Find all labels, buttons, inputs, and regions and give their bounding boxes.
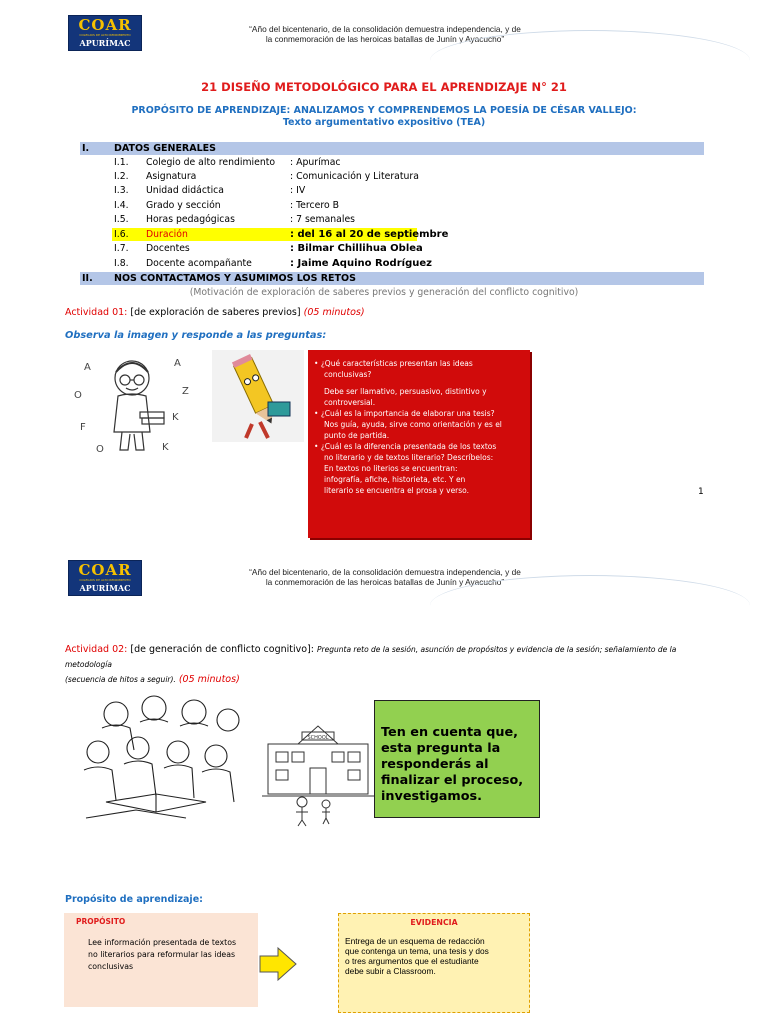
reminder-line: Ten en cuenta que, xyxy=(381,725,519,740)
evidencia-title: EVIDENCIA xyxy=(410,918,458,927)
row-id: I.7. xyxy=(114,243,129,254)
answer-2-cont: punto de partida. xyxy=(324,431,390,440)
question-3-cont: no literario y de textos literario? Descríbelos: xyxy=(324,453,494,462)
row-label: Docentes xyxy=(146,243,190,254)
row-label: Colegio de alto rendimiento xyxy=(146,157,276,168)
proposito-line: conclusivas xyxy=(88,962,134,971)
quote-line: “Año del bicentenario, de la consolidación demuestra independencia, y de xyxy=(249,24,521,34)
logo-subtitle: COLEGIOS DE ALTO RENDIMIENTO xyxy=(79,578,131,582)
row-label: Unidad didáctica xyxy=(146,185,224,196)
questions-box xyxy=(308,350,530,538)
answer-1-cont: controversial. xyxy=(324,398,376,407)
row-id: I.1. xyxy=(114,157,129,168)
row-value: : Bilmar Chillihua Oblea xyxy=(290,243,423,254)
svg-text:F: F xyxy=(80,422,86,433)
svg-text:K: K xyxy=(162,442,169,453)
questions-text: • ¿Qué características presentan las ideas conclusivas? Debe ser llamativo, persuasivo, distintivo y controversial. • ¿Cuál es la importancia de elaborar una tesis? Nos guía, ayuda, sirve como orientación y es el punto de partida. • ¿Cuál es la diferencia presentada de los textos no literario y de textos literario? Descríbelos: En textos no literios se encuentran: infografía, afiche, historieta, etc. Y en literario se encuentra el prosa y verso. xyxy=(314,358,526,496)
reminder-box xyxy=(374,700,540,818)
svg-text:A: A xyxy=(84,362,91,373)
group-reading-image xyxy=(76,690,256,828)
proposito-line: Lee información presentada de textos xyxy=(88,938,237,947)
proposito-box xyxy=(64,913,258,1007)
logo-region: APURÍMAC xyxy=(79,583,131,593)
answer-3: En textos no literios se encuentran: xyxy=(324,464,458,473)
section-number: II. xyxy=(82,273,93,284)
row-value: : 7 semanales xyxy=(290,214,356,225)
arrow-right-icon xyxy=(258,944,298,984)
coar-logo xyxy=(68,15,142,51)
section-title: NOS CONTACTAMOS Y ASUMIMOS LOS RETOS xyxy=(114,273,356,284)
question-3: ¿Cuál es la diferencia presentada de los textos xyxy=(320,442,497,451)
activity-label: Actividad 01: xyxy=(65,307,128,318)
coar-logo xyxy=(68,560,142,596)
proposito-heading: Propósito de aprendizaje: xyxy=(65,894,203,905)
svg-text:K: K xyxy=(172,412,179,423)
reminder-line: responderás al xyxy=(381,757,489,772)
reminder-text xyxy=(381,725,523,805)
row-value: : Comunicación y Literatura xyxy=(290,171,419,182)
row-id: I.3. xyxy=(114,185,129,196)
actividad-02 xyxy=(65,642,715,687)
activity-time: (05 minutos) xyxy=(178,674,240,685)
reminder-line: investigamos. xyxy=(381,789,483,804)
section-title: DATOS GENERALES xyxy=(114,143,216,154)
evidencia-box xyxy=(338,913,530,1013)
answer-2: Nos guía, ayuda, sirve como orientación y es el xyxy=(324,420,502,429)
quote-line: la conmemoración de las heroicas batallas de Junín y Ayacucho” xyxy=(265,577,505,587)
pencil-character-image xyxy=(212,350,304,442)
question-2: ¿Cuál es la importancia de elaborar una tesis? xyxy=(320,409,495,418)
activity-desc: [de generación de conflicto cognitivo]: xyxy=(130,644,314,655)
purpose-heading xyxy=(0,105,768,129)
activity-time: (05 minutos) xyxy=(303,307,365,318)
section-header-retos xyxy=(80,272,704,285)
row-id: I.2. xyxy=(114,171,129,182)
row-id: I.4. xyxy=(114,200,129,211)
row-id: I.8. xyxy=(114,258,129,269)
row-value: : Apurímac xyxy=(290,157,341,168)
quote-line: la conmemoración de las heroicas batallas de Junín y Ayacucho” xyxy=(265,34,505,44)
school-image xyxy=(262,698,374,828)
purpose-line: PROPÓSITO DE APRENDIZAJE: ANALIZAMOS Y COMPRENDEMOS LA POESÍA DE CÉSAR VALLEJO: xyxy=(131,105,637,116)
activity-detail: (secuencia de hitos a seguir). xyxy=(65,675,176,684)
logo-subtitle: COLEGIOS DE ALTO RENDIMIENTO xyxy=(79,33,131,37)
logo-text: COAR xyxy=(78,561,132,579)
logo-region: APURÍMAC xyxy=(79,38,131,48)
observe-instruction: Observa la imagen y responde a las preguntas: xyxy=(65,330,327,341)
activity-desc: [de exploración de saberes previos] xyxy=(130,307,301,318)
row-label: Duración xyxy=(146,229,188,240)
row-label: Asignatura xyxy=(146,171,197,182)
section-header-datos xyxy=(80,142,704,155)
row-value: : Tercero B xyxy=(290,200,339,211)
quote-line: “Año del bicentenario, de la consolidación demuestra independencia, y de xyxy=(249,567,521,577)
evidencia-line: o tres argumentos que el estudiante xyxy=(345,956,479,966)
header-decoration xyxy=(430,575,750,636)
question-1-cont: conclusivas? xyxy=(324,370,372,379)
svg-text:O: O xyxy=(74,390,82,401)
evidencia-text xyxy=(345,936,525,976)
evidencia-line: que contenga un tema, una tesis y dos xyxy=(345,946,489,956)
school-sign: SCHOOL xyxy=(307,735,329,741)
proposito-title: PROPÓSITO xyxy=(76,917,126,926)
purpose-line: Texto argumentativo expositivo (TEA) xyxy=(282,117,486,128)
evidencia-line: Entrega de un esquema de redacción xyxy=(345,936,485,946)
page-number: 1 xyxy=(698,487,704,497)
proposito-text xyxy=(88,937,236,973)
svg-text:O: O xyxy=(96,444,104,455)
answer-3-cont: literario se encuentra el prosa y verso. xyxy=(324,486,470,495)
row-label: Docente acompañante xyxy=(146,258,252,269)
svg-text:A: A xyxy=(174,358,181,369)
answer-3-cont: infografía, afiche, historieta, etc. Y en xyxy=(324,475,466,484)
logo-text: COAR xyxy=(78,16,132,34)
proposito-line: no literarios para reformular las ideas xyxy=(88,950,236,959)
answer-1: Debe ser llamativo, persuasivo, distintivo y xyxy=(324,387,487,396)
activity-label: Actividad 02: xyxy=(65,644,128,655)
row-label: Horas pedagógicas xyxy=(146,214,235,225)
question-1: ¿Qué características presentan las ideas xyxy=(320,359,473,368)
evidencia-line: debe subir a Classroom. xyxy=(345,966,436,976)
activity-detail: Pregunta reto de la sesión, asunción de propósitos y evidencia de la sesión; señalamiento de la metodología xyxy=(65,645,677,669)
row-label: Grado y sección xyxy=(146,200,221,211)
row-value: : Jaime Aquino Rodríguez xyxy=(290,258,432,269)
svg-text:Z: Z xyxy=(182,386,189,397)
row-id: I.5. xyxy=(114,214,129,225)
row-value: : del 16 al 20 de septiembre xyxy=(290,229,449,240)
motivation-note: (Motivación de exploración de saberes previos y generación del conflicto cognitivo) xyxy=(189,287,579,298)
reminder-line: finalizar el proceso, xyxy=(381,773,524,788)
section-number: I. xyxy=(82,143,90,154)
row-value: : IV xyxy=(290,185,306,196)
actividad-01 xyxy=(65,307,365,318)
page-title: 21 DISEÑO METODOLÓGICO PARA EL APRENDIZAJE N° 21 xyxy=(201,80,567,94)
kid-reading-image xyxy=(62,350,202,460)
row-id: I.6. xyxy=(114,229,129,240)
reminder-line: esta pregunta la xyxy=(381,741,501,756)
